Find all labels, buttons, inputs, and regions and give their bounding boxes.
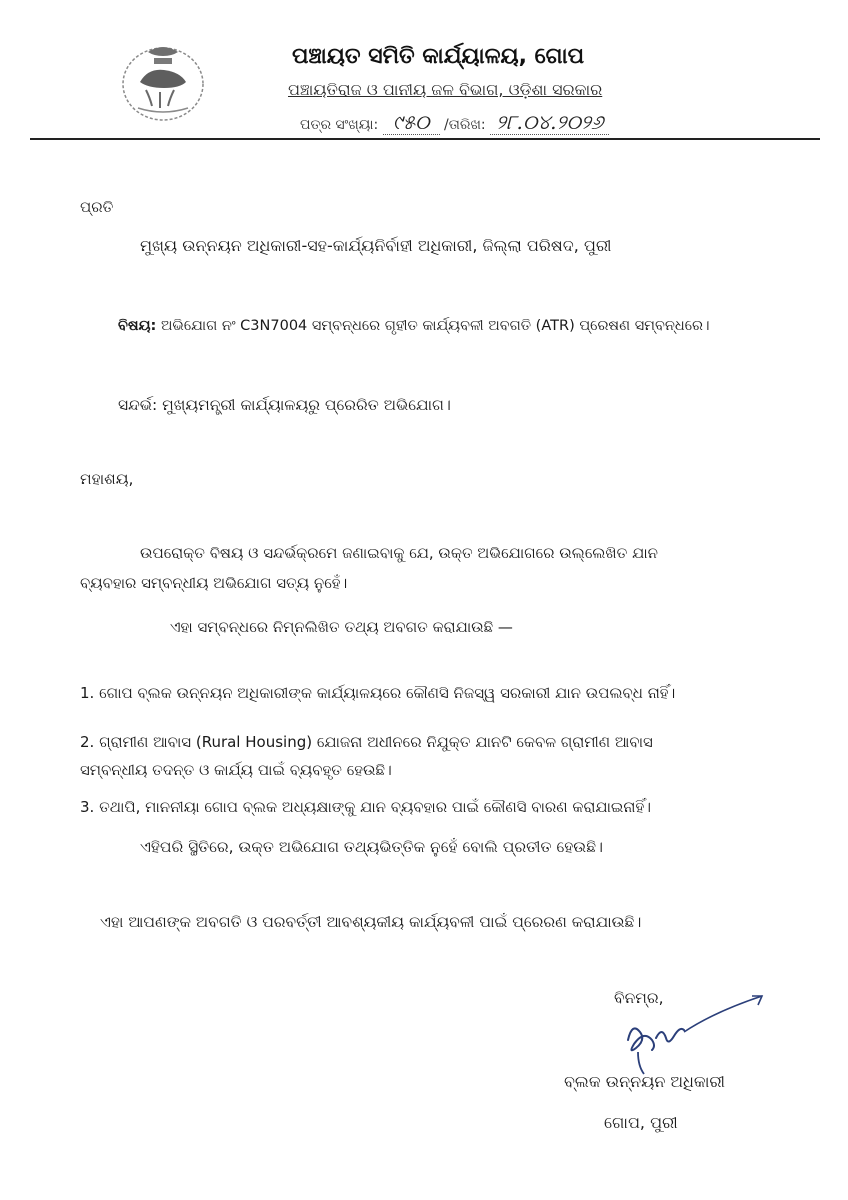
office-title: ପଞ୍ଚାୟତ ସମିତି କାର୍ଯ୍ୟାଳୟ, ଗୋପ xyxy=(292,44,585,69)
signatory-place: ଗୋପ, ପୁରୀ xyxy=(604,1113,678,1132)
list-item-continuation: ସମ୍ବନ୍ଧୀୟ ତଦନ୍ତ ଓ କାର୍ଯ୍ୟ ପାଇଁ ବ୍ୟବହୃତ ହେଉଛି। xyxy=(80,761,392,779)
body-paragraph-line: ଉପରୋକ୍ତ ବିଷୟ ଓ ସନ୍ଦର୍ଭକ୍ରମେ ଜଣାଇବାକୁ ଯେ, ଉକ୍ତ ଅଭିଯୋଗରେ ଉଲ୍ଲେଖିତ ଯାନ xyxy=(140,544,658,562)
subject-label: ବିଷୟ: xyxy=(118,318,157,334)
header-divider xyxy=(30,138,820,140)
subject-line xyxy=(118,318,709,334)
recipient: ମୁଖ୍ୟ ଉନ୍ନୟନ ଅଧିକାରୀ-ସହ-କାର୍ଯ୍ୟନିର୍ବାହୀ ଅଧିକାରୀ, ଜିଲ୍ଲା ପରିଷଦ, ପୁରୀ xyxy=(140,236,612,255)
list-item: 1. ଗୋପ ବ୍ଲକ ଉନ୍ନୟନ ଅଧିକାରୀଙ୍କ କାର୍ଯ୍ୟାଳୟରେ କୌଣସି ନିଜସ୍ୱ ସରକାରୀ ଯାନ ଉପଲବ୍ଧ ନାହିଁ। xyxy=(80,684,676,702)
list-item: 2. ଗ୍ରାମୀଣ ଆବାସ (Rural Housing) ଯୋଜନା ଅଧୀନରେ ନିଯୁକ୍ତ ଯାନଟି କେବଳ ଗ୍ରାମୀଣ ଆବାସ xyxy=(80,733,653,751)
body-paragraph-line: ବ୍ୟବହାର ସମ୍ବନ୍ଧୀୟ ଅଭିଯୋଗ ସତ୍ୟ ନୁହେଁ। xyxy=(80,574,348,592)
signatory-designation: ବ୍ଲକ ଉନ୍ନୟନ ଅଧିକାରୀ xyxy=(564,1072,725,1091)
department-line: ପଞ୍ଚାୟତିରାଜ ଓ ପାନୀୟ ଜଳ ବିଭାଗ, ଓଡ଼ିଶା ସରକାର xyxy=(288,80,603,99)
subject-text: ଅଭିଯୋଗ ନଂ C3N7004 ସମ୍ବନ୍ଧରେ ଗୃହୀତ କାର୍ଯ୍ୟବଳୀ ଅବଗତି (ATR) ପ୍ରେଷଣ ସମ୍ବନ୍ଧରେ। xyxy=(156,318,710,334)
list-item: 3. ତଥାପି, ମାନନୀୟା ଗୋପ ବ୍ଲକ ଅଧ୍ୟକ୍ଷାଙ୍କୁ ଯାନ ବ୍ୟବହାର ପାଇଁ କୌଣସି ବାରଣ କରାଯାଇନାହିଁ। xyxy=(80,798,651,816)
letter-number-label: ପତ୍ର ସଂଖ୍ୟା: xyxy=(300,117,379,133)
letter-number-value: ୯୫୦ xyxy=(392,110,430,134)
date-label: /ତାରିଖ: xyxy=(444,117,486,133)
reference-line: ସନ୍ଦର୍ଭ: ମୁଖ୍ୟମନ୍ତ୍ରୀ କାର୍ଯ୍ୟାଳୟରୁ ପ୍ରେରିତ ଅଭିଯୋଗ। xyxy=(118,396,451,414)
yours-faithfully: ବିନମ୍ର, xyxy=(614,989,664,1007)
salutation: ମହାଶୟ, xyxy=(80,470,134,488)
handwritten-signature xyxy=(598,990,778,1080)
letter-reference-line xyxy=(300,110,609,135)
body-paragraph-line: ଏହା ସମ୍ବନ୍ଧରେ ନିମ୍ନଲିଖିତ ତଥ୍ୟ ଅବଗତ କରାଯାଉଛି — xyxy=(170,618,513,636)
conclusion-line: ଏହିପରି ସ୍ଥିତିରେ, ଉକ୍ତ ଅଭିଯୋଗ ତଥ୍ୟଭିତ୍ତିକ ନୁହେଁ ବୋଲି ପ୍ରତୀତ ହେଉଛି। xyxy=(140,838,603,856)
state-emblem-icon xyxy=(118,38,208,124)
date-value: ୨୮.୦୪.୨୦୨୬ xyxy=(496,110,604,134)
closing-line: ଏହା ଆପଣଙ୍କ ଅବଗତି ଓ ପରବର୍ତ୍ତୀ ଆବଶ୍ୟକୀୟ କାର୍ଯ୍ୟବଳୀ ପାଇଁ ପ୍ରେରଣ କରାଯାଉଛି। xyxy=(100,913,642,931)
to-label: ପ୍ରତି xyxy=(80,198,114,216)
